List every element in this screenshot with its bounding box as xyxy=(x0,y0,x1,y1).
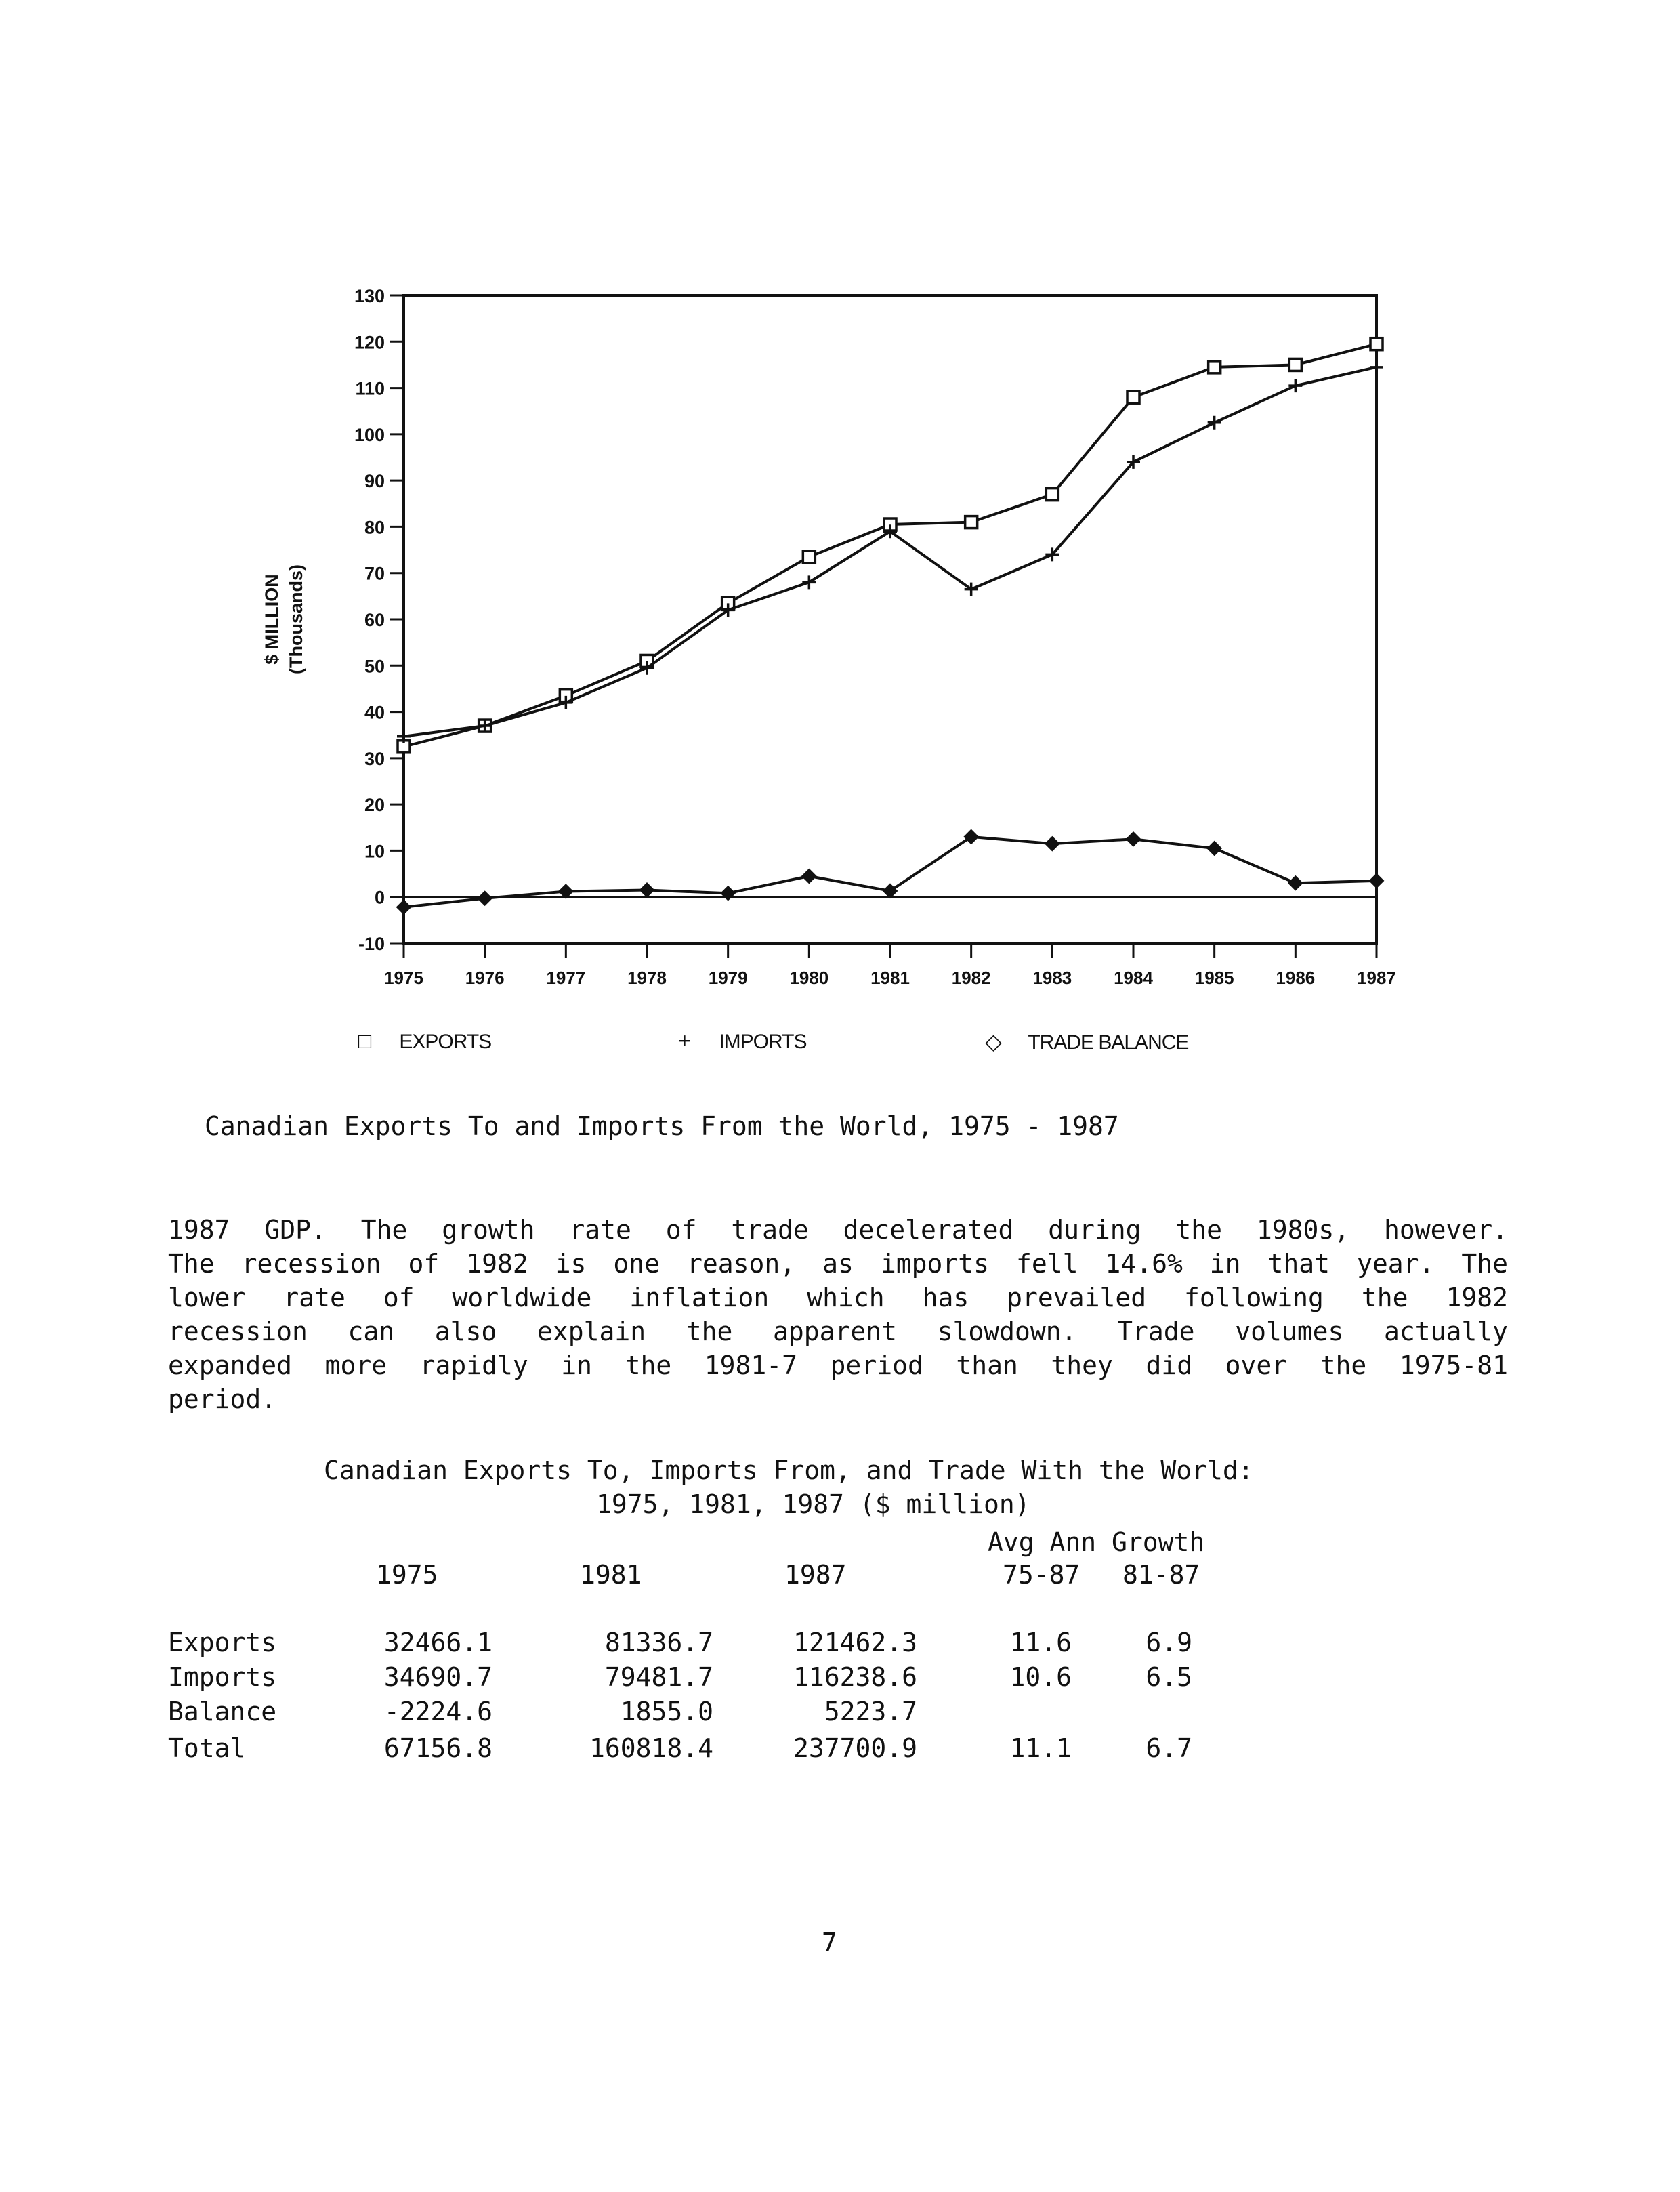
table-cell: 6.7 xyxy=(1146,1733,1192,1763)
table-group-header: Avg Ann Growth xyxy=(988,1527,1205,1557)
point-imports xyxy=(1370,360,1383,374)
point-exports xyxy=(1209,361,1221,373)
y-tick-label: 20 xyxy=(364,795,385,816)
x-tick-label: 1975 xyxy=(384,968,423,988)
series-line-imports xyxy=(404,367,1377,737)
x-tick-label: 1987 xyxy=(1357,968,1396,988)
table-cell: 81336.7 xyxy=(604,1628,713,1657)
table-cell: 237700.9 xyxy=(793,1733,917,1763)
point-exports xyxy=(965,516,978,529)
table-cell: 6.9 xyxy=(1146,1628,1192,1657)
table-title-line-1: Canadian Exports To, Imports From, and Trade With the World: xyxy=(324,1455,1254,1485)
table-cell: 160818.4 xyxy=(589,1733,713,1763)
table-cell: -2224.6 xyxy=(383,1697,492,1726)
row-label: Imports xyxy=(168,1662,277,1692)
chart-caption: Canadian Exports To and Imports From the World, 1975 - 1987 xyxy=(205,1111,1119,1141)
legend-label-exports: EXPORTS xyxy=(399,1031,492,1053)
x-tick-label: 1981 xyxy=(870,968,910,988)
paragraph-line: recession can also explain the apparent slowdown. Trade volumes actually xyxy=(168,1317,1508,1346)
y-tick-label: 60 xyxy=(364,610,385,630)
point-trade-balance xyxy=(1045,837,1059,850)
plus-marker-icon: + xyxy=(678,1029,690,1053)
y-axis-label-group xyxy=(261,564,306,674)
x-tick-label: 1980 xyxy=(789,968,829,988)
x-tick-label: 1983 xyxy=(1032,968,1072,988)
y-tick-label: 90 xyxy=(364,471,385,492)
point-trade-balance xyxy=(1370,874,1383,888)
x-tick-label: 1986 xyxy=(1276,968,1316,988)
x-tick-label: 1977 xyxy=(546,968,586,988)
legend-label-imports: IMPORTS xyxy=(719,1031,807,1053)
column-header-1981: 1981 xyxy=(580,1560,642,1590)
legend-label-trade-balance: TRADE BALANCE xyxy=(1028,1031,1189,1054)
point-trade-balance xyxy=(397,901,411,914)
paragraph-line: period. xyxy=(168,1384,277,1414)
y-axis-label xyxy=(261,564,306,674)
trade-line-chart xyxy=(0,0,1680,1016)
legend-trade-balance xyxy=(973,1029,1188,1054)
table-cell: 11.1 xyxy=(1009,1733,1072,1763)
legend-exports xyxy=(344,1029,491,1054)
point-trade-balance xyxy=(1208,842,1221,855)
table-cell: 32466.1 xyxy=(383,1628,492,1657)
point-exports xyxy=(1127,391,1139,403)
point-trade-balance xyxy=(478,892,492,905)
paragraph-line: lower rate of worldwide inflation which has prevailed following the 1982 xyxy=(168,1283,1508,1312)
y-tick-label: 40 xyxy=(364,702,385,723)
table-cell: 67156.8 xyxy=(383,1733,492,1763)
point-trade-balance xyxy=(1288,876,1302,890)
table-cell: 5223.7 xyxy=(824,1697,917,1726)
y-tick-label: 70 xyxy=(364,563,385,584)
column-header-1975: 1975 xyxy=(376,1560,438,1590)
y-tick-label: 110 xyxy=(355,378,385,399)
body-paragraph xyxy=(168,1213,1508,1416)
y-axis-label-main: $ MILLION xyxy=(261,574,282,665)
table-cell: 11.6 xyxy=(1009,1628,1072,1657)
x-tick-label: 1979 xyxy=(708,968,748,988)
column-header-growth-81-87: 81-87 xyxy=(1122,1560,1200,1590)
point-trade-balance xyxy=(721,886,735,900)
x-tick-label: 1985 xyxy=(1194,968,1234,988)
table-cell: 10.6 xyxy=(1009,1662,1072,1692)
y-tick-label: 10 xyxy=(364,841,385,862)
y-tick-label: 130 xyxy=(354,286,385,306)
chart-series xyxy=(397,338,1383,914)
y-tick-label: 80 xyxy=(364,517,385,538)
table-title-line-2: 1975, 1981, 1987 ($ million) xyxy=(596,1489,1030,1519)
row-label: Balance xyxy=(168,1697,277,1726)
point-exports xyxy=(803,551,815,563)
series-line-exports xyxy=(404,344,1377,747)
x-tick-label: 1982 xyxy=(951,968,991,988)
square-marker-icon: □ xyxy=(358,1029,371,1053)
y-tick-label: -10 xyxy=(358,934,385,954)
table-cell: 79481.7 xyxy=(604,1662,713,1692)
x-axis-ticks xyxy=(384,943,1396,988)
table-cell: 6.5 xyxy=(1146,1662,1192,1692)
y-tick-label: 100 xyxy=(354,424,385,445)
y-axis-ticks xyxy=(354,286,404,954)
table-cell: 121462.3 xyxy=(793,1628,917,1657)
paragraph-line: expanded more rapidly in the 1981-7 period than they did over the 1975-81 xyxy=(168,1350,1508,1380)
y-tick-label: 0 xyxy=(374,887,385,908)
point-imports xyxy=(802,575,816,589)
point-imports xyxy=(1208,416,1221,430)
plot-border xyxy=(404,295,1377,943)
point-exports xyxy=(1289,358,1301,371)
chart-frame xyxy=(404,295,1377,943)
column-header-growth-75-87: 75-87 xyxy=(1003,1560,1080,1590)
x-tick-label: 1984 xyxy=(1114,968,1153,988)
table-cell: 1855.0 xyxy=(620,1697,713,1726)
y-tick-label: 30 xyxy=(364,748,385,769)
y-axis-label-sub: (Thousands) xyxy=(286,564,306,674)
page-number: 7 xyxy=(822,1928,837,1958)
row-label: Exports xyxy=(168,1628,277,1657)
x-tick-label: 1976 xyxy=(465,968,505,988)
row-label: Total xyxy=(168,1733,246,1763)
column-header-1987: 1987 xyxy=(784,1560,847,1590)
legend-imports xyxy=(664,1029,806,1054)
point-trade-balance xyxy=(802,869,816,883)
point-trade-balance xyxy=(640,883,654,896)
point-exports xyxy=(1370,338,1383,350)
paragraph-line: The recession of 1982 is one reason, as imports fell 14.6% in that year. The xyxy=(168,1249,1508,1279)
point-imports xyxy=(1288,379,1302,392)
point-trade-balance xyxy=(1127,832,1140,846)
table-cell: 116238.6 xyxy=(793,1662,917,1692)
y-tick-label: 120 xyxy=(354,332,385,353)
table-cell: 34690.7 xyxy=(383,1662,492,1692)
paragraph-line: 1987 GDP. The growth rate of trade decelerated during the 1980s, however. xyxy=(168,1215,1508,1245)
diamond-marker-icon: ◇ xyxy=(985,1029,1001,1054)
y-tick-label: 50 xyxy=(364,656,385,677)
point-exports xyxy=(1046,489,1058,501)
x-tick-label: 1978 xyxy=(627,968,667,988)
